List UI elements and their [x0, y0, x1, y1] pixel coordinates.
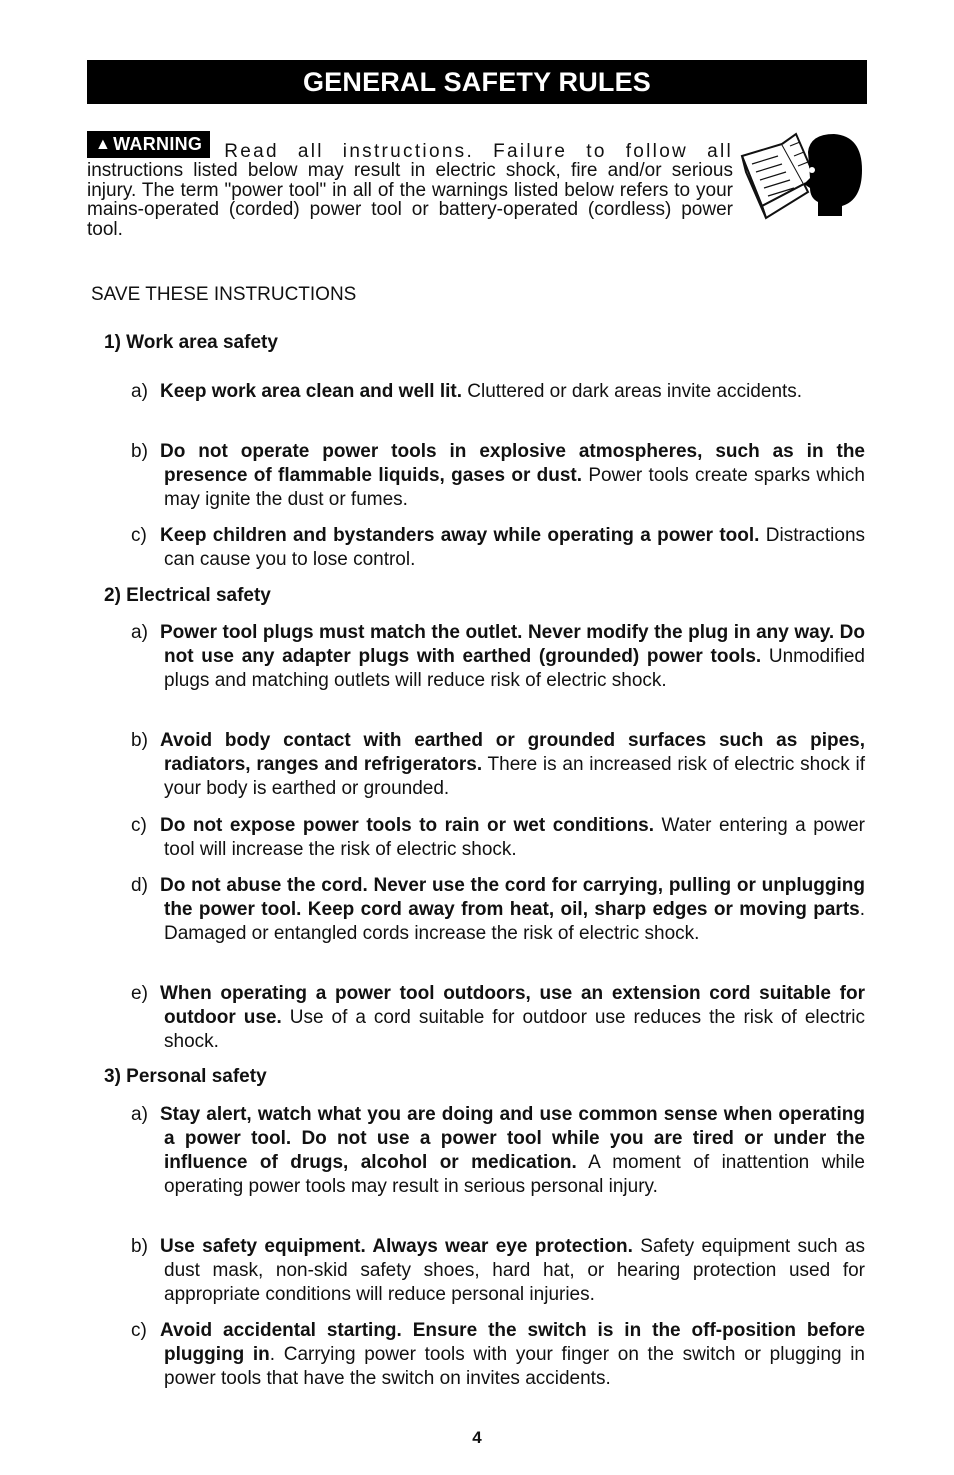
list-item: b) Avoid body contact with earthed or grounded surfaces such as pipes, radiators, ranges and refrigerators. There is an increased risk of electric shock if your body is earthed or grounded.	[131, 730, 866, 799]
warning-triangle-icon: ▲	[95, 135, 112, 153]
warning-block	[87, 131, 733, 239]
list-item: c) Keep children and bystanders away while operating a power tool. Distractions can cause you to lose control.	[131, 525, 866, 570]
list-item: e) When operating a power tool outdoors, use an extension cord suitable for outdoor use. Use of a cord suitable for outdoor use reduces the risk of electric shock.	[131, 983, 865, 1052]
section-heading-personal: 3) Personal safety	[104, 1066, 267, 1087]
list-item: a) Stay alert, watch what you are doing and use common sense when operating a power tool. Do not use a power tool while you are tired or under the influence of drugs, alcohol or medication. A moment of inattention while operating power tools may result in serious personal injury.	[131, 1104, 865, 1197]
list-item: c) Avoid accidental starting. Ensure the switch is in the off-position before plugging in. Carrying power tools with your finger on the switch or plugging in power tools that have the switch on invites accidents.	[131, 1320, 865, 1389]
read-manual-icon	[738, 132, 864, 228]
list-item: b) Use safety equipment. Always wear eye protection. Safety equipment such as dust mask, non-skid safety shoes, hard hat, or hearing protection used for appropriate conditions will reduce personal injuries.	[131, 1236, 865, 1305]
list-item: a) Keep work area clean and well lit. Cluttered or dark areas invite accidents.	[131, 381, 803, 402]
warning-text-first: Read all instructions. Failure to follow all	[224, 140, 733, 162]
warning-badge-label: WARNING	[113, 133, 203, 154]
list-item: a) Power tool plugs must match the outlet. Never modify the plug in any way. Do not use any adapter plugs with earthed (grounded) power tools. Unmodified plugs and matching outlets will reduce risk of electric shock.	[131, 622, 865, 691]
warning-badge	[87, 131, 210, 158]
title-bar	[87, 60, 867, 104]
save-instructions-text: SAVE THESE INSTRUCTIONS	[91, 284, 357, 305]
section-heading-electrical: 2) Electrical safety	[104, 585, 271, 606]
warning-text-rest: instructions listed below may result in electric shock, fire and/or serious injury. The term "power tool" in all of the warnings listed below refers to your mains-operated (corded) power tool or battery-operated (cordless) power tool.	[87, 160, 733, 240]
section-heading-work-area: 1) Work area safety	[104, 332, 278, 353]
page-title: GENERAL SAFETY RULES	[302, 66, 652, 97]
list-item: b) Do not operate power tools in explosive atmospheres, such as in the presence of flammable liquids, gases or dust. Power tools create sparks which may ignite the dust or fumes.	[131, 441, 865, 510]
page-number: 4	[472, 1428, 482, 1447]
list-item: d) Do not abuse the cord. Never use the cord for carrying, pulling or unplugging the power tool. Keep cord away from heat, oil, sharp edges or moving parts. Damaged or entangled cords increase the risk of electric shock.	[131, 875, 865, 944]
list-item: c) Do not expose power tools to rain or wet conditions. Water entering a power tool will increase the risk of electric shock.	[131, 815, 865, 860]
